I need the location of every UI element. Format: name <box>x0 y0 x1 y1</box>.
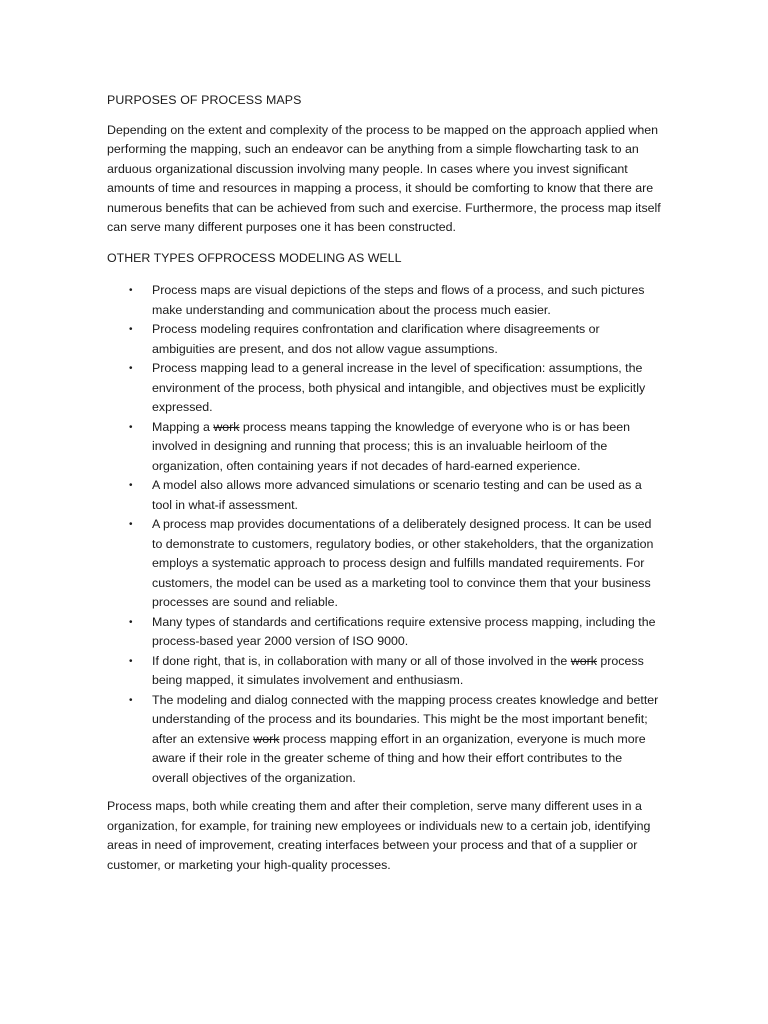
closing-paragraph: Process maps, both while creating them and after their completion, serve many different uses in a organization, for example, for training new employees or individuals new to a certain job, identifying areas in need of improvement, creating interfaces between your process and that of a supplier or customer, or marketing your high-quality processes. <box>107 799 651 872</box>
bullet-icon: • <box>129 655 133 667</box>
bullet-icon: • <box>129 519 133 530</box>
bullet-text-before: If done right, that is, in collaboration with many or all of those involved in the <box>152 653 571 668</box>
bullet-icon: • <box>129 694 133 706</box>
bullet-icon: • <box>129 363 133 374</box>
bullet-text: Process mapping lead to a general increase in the level of specification: assumptions, the environment of the process, both physical and intangible, and objectives must be explicitly expressed. <box>152 361 646 414</box>
bullet-text-after: process being mapped, it simulates involvement and enthusiasm. <box>152 653 644 687</box>
bullet-icon: • <box>129 324 133 335</box>
bullet-text-after: process mapping effort in an organization, everyone is much more aware if their role in the greater scheme of thing and how their effort contributes to the overall objectives of the organization. <box>152 731 646 785</box>
bullet-list <box>107 281 662 788</box>
bullet-icon: • <box>129 616 133 628</box>
struck-word: work <box>570 653 597 668</box>
list-item <box>107 613 662 652</box>
struck-word: work <box>253 731 280 746</box>
struck-word: work <box>213 419 240 434</box>
document-page <box>107 91 662 875</box>
section-subheading: OTHER TYPES OFPROCESS MODELING AS WELL <box>107 250 402 265</box>
bullet-text: Process maps are visual depictions of the steps and flows of a process, and such pictures make understanding and communication about the process much easier. <box>152 283 645 317</box>
bullet-text-before: Mapping a <box>152 419 214 434</box>
bullet-text: Process modeling requires confrontation and clarification where disagreements or ambiguities are present, and dos not allow vague assumptions. <box>152 322 600 356</box>
list-item <box>107 418 662 477</box>
list-item <box>107 320 662 359</box>
list-item <box>107 515 662 613</box>
bullet-text-before: The modeling and dialog connected with the mapping process creates knowledge and better understanding of the process and its boundaries. This might be the most important benefit; after an extensive <box>152 692 659 746</box>
bullet-text: A model also allows more advanced simulations or scenario testing and can be used as a tool in what-if assessment. <box>152 478 642 512</box>
bullet-text: Many types of standards and certifications require extensive process mapping, including the process-based year 2000 version of ISO 9000. <box>152 614 656 648</box>
document-title: PURPOSES OF PROCESS MAPS <box>107 93 302 107</box>
bullet-text-after: process means tapping the knowledge of everyone who is or has been involved in designing and running that process; this is an invaluable heirloom of the organization, often containing years if not decades of hard-earned experience. <box>152 419 631 473</box>
bullet-icon: • <box>129 421 133 433</box>
list-item <box>107 359 662 418</box>
intro-paragraph: Depending on the extent and complexity of the process to be mapped on the approach applied when performing the mapping, such an endeavor can be anything from a simple flowcharting task to an arduous organizational discussion involving many people. In cases where you invest significant amounts of time and resources in mapping a process, it should be comforting to know that there are numerous benefits that can be achieved from such and exercise. Furthermore, the process map itself can serve many different purposes one it has been constructed. <box>107 122 661 234</box>
list-item <box>107 691 662 789</box>
bullet-icon: • <box>129 480 133 491</box>
list-item <box>107 652 662 691</box>
bullet-icon: • <box>129 285 133 296</box>
bullet-text: A process map provides documentations of a deliberately designed process. It can be used to demonstrate to customers, regulatory bodies, or other stakeholders, that the organization employs a systematic approach to process design and fulfills mandated requirements. For customers, the model can be used as a marketing tool to convince them that your business processes are sound and reliable. <box>152 517 654 609</box>
list-item <box>107 281 662 320</box>
list-item <box>107 476 662 515</box>
